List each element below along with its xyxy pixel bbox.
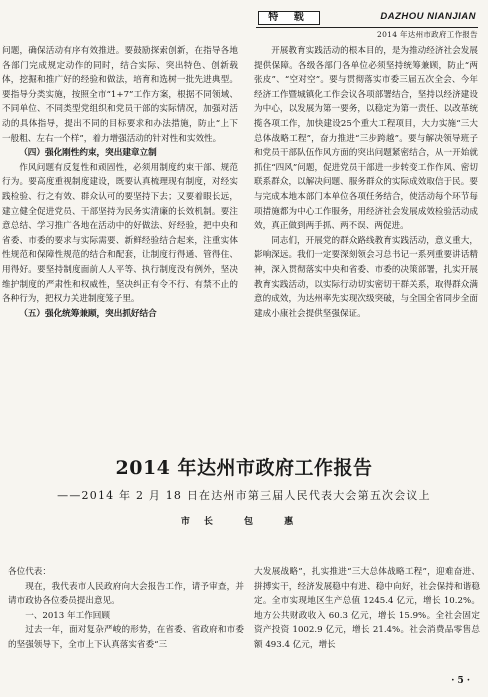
report-author: 市长 包 惠 (180, 517, 308, 527)
report-left-column (8, 565, 244, 685)
section-heading: （四）强化刚性约束，突出建章立制 (19, 148, 157, 159)
article-left-column (2, 44, 238, 370)
header-divider (256, 27, 478, 28)
page-number: · 5 · (451, 676, 470, 686)
paragraph: 同志们，开展党的群众路线教育实践活动，意义重大，影响深远。我们一定要深刻领会习总书记一系列重要讲话精神，深入贯彻落实中央和省委、市委的决策部署，扎实开展教育实践活动，以实际行动切实密切干群关系，取得群众满意的成效，为达州率先实现次级突破，与全国全省同步全面建成小康社会提供坚强保证。 (254, 235, 478, 319)
running-title: 2014 年达州市政府工作报告 (377, 30, 478, 39)
section-label: 特 载 (258, 11, 320, 25)
report-right-column (254, 565, 480, 685)
paragraph: 问题，确保活动有序有效推进。要鼓励探索创新，在指导各地各部门完成规定动作的同时，结合实际、突出特色、创新载体，挖掘和推广好的经验和做法，培育和选树一批先进典型。要指导分类实施，按照全市“1+7”工作方案，根据不同领域、不同单位、不同类型党组织和党员干部的实际情况，加强对活动的具体指导，提出不同的目标要求和办法措施，防止“上下一般粗、左右一个样”，着力增强活动的针对性和实效性。 (2, 46, 238, 144)
section-heading: （五）强化统筹兼顾，突出抓好结合 (19, 308, 157, 319)
section-heading: 一、2013 年工作回顾 (25, 610, 110, 621)
journal-name: DAZHOU NIANJIAN (380, 11, 476, 22)
report-subtitle: ——2014 年 2 月 18 日在达州市第三届人民代表大会第五次会议上 (57, 489, 431, 502)
paragraph: 现在，我代表市人民政府向大会报告工作，请予审查，并请市政协各位委员提出意见。 (8, 581, 244, 607)
paragraph: 大发展战略”，扎实推进“三大总体战略工程”，迎难奋进、拼搏实干，经济发展稳中有进、稳中向好，社会保持和谐稳定。全市实现地区生产总值 1245.4 亿元，增长 10.2%。地方公共财政收入 60.3 亿元，增长 15.9%。全社会固定资产投资 1002.9 亿元，增长 21.4%。社会消费品零售总额 493.4 亿元，增长 (254, 567, 480, 650)
article-right-column (254, 44, 478, 370)
page-header (0, 0, 488, 40)
salutation: 各位代表： (8, 567, 51, 577)
report-title: 2014 年达州市政府工作报告 (115, 457, 373, 479)
paragraph: 过去一年，面对复杂严峻的形势，在省委、省政府和市委的坚强领导下，全市上下认真落实省委“三 (8, 625, 244, 650)
paragraph: 作风问题有反复性和顽固性，必须用制度约束干部、规范行为。要高度重视制度建设，既要认真梳理现有制度，对经实践检验、行之有效、群众认可的要坚持下去；又要着眼长远，建立健全促进党员、干部坚持为民务实清廉的长效机制。要注意总结、学习推广各地在活动中的好做法、好经验，把中央和省委、市委的要求与实际需要、新鲜经验结合起来，注重实体性规范和保障性规范的结合和配套，让制度行得通、管得住、用得好。要坚持制度面前人人平等、执行制度没有例外，坚决维护制度的严肃性和权威性，坚决纠正有令不行、有禁不止的各种行为，把权力关进制度笼子里。 (2, 162, 238, 305)
paragraph: 开展教育实践活动的根本目的，是为推动经济社会发展提供保障。各级各部门各单位必须坚持统筹兼顾，防止“两张皮”、“空对空”。要与贯彻落实市委三届五次全会、今年经济工作暨城镇化工作会议各项部署结合，坚持以经济建设为中心，以发展为第一要务，以稳定为第一责任、以改革统揽各项工作，加快建设25个重大工程项目，大力实施“三大总体战略工程”，奋力推进“三步跨越”。要与解决领导班子和党员干部队伍作风方面的突出问题紧密结合，从一开始就抓住“四风”问题，促进党员干部进一步转变工作作风、密切联系群众，以解决问题、服务群众的实际成效取信于民。要与完成本地本部门本单位各项任务结合，使活动每个环节每项措施都为中心工作服务，用经济社会发展成效检验活动成效，真正做到两手抓、两不误、两促进。 (254, 46, 478, 232)
